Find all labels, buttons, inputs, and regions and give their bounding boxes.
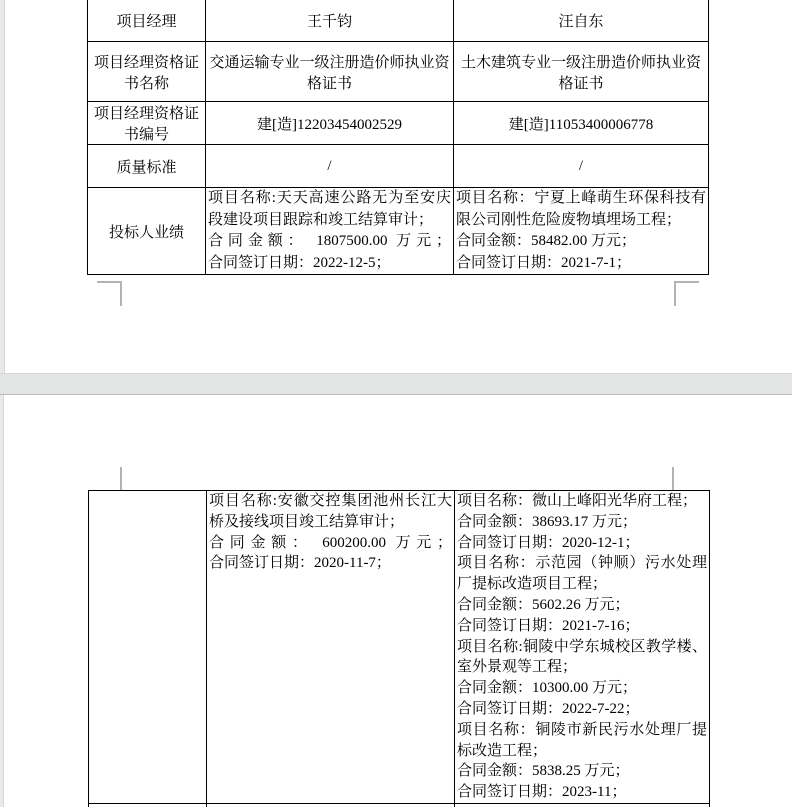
performance-line: 标改造工程； bbox=[457, 742, 548, 759]
performance-line: 项目名称：宁夏上峰萌生环保科技有 bbox=[456, 190, 706, 206]
cell-performance-label-continued[interactable] bbox=[89, 491, 207, 804]
cell-performance-2-page1[interactable] bbox=[454, 188, 709, 275]
performance-line: 项目名称:安徽交控集团池州长江大 bbox=[209, 493, 452, 509]
cell-cert-no-label[interactable]: 项目经理资格证书编号 bbox=[88, 102, 206, 145]
document-page-2 bbox=[3, 395, 792, 807]
cell-performance-1-page1[interactable] bbox=[206, 188, 454, 275]
cell-cert-name-1[interactable]: 交通运输专业一级注册造价师执业资格证书 bbox=[206, 42, 454, 102]
performance-line: 桥及接线项目竣工结算审计； bbox=[209, 513, 405, 530]
cell-quality-1[interactable]: / bbox=[206, 145, 454, 188]
cell-performance-2-page2[interactable] bbox=[455, 491, 710, 804]
page2-top-right-margin-mark bbox=[672, 467, 674, 490]
performance-line: 合同签订日期：2021-7-16； bbox=[457, 617, 640, 634]
performance-line: 项目名称：微山上峰阳光华府工程； bbox=[457, 493, 698, 509]
performance-line: 项目名称：示范园（钟顺）污水处理 bbox=[457, 555, 707, 572]
bid-table-page2 bbox=[88, 490, 710, 807]
performance-line: 合同金额： 600200.00 万元； bbox=[209, 534, 452, 551]
cell-cert-name-2[interactable]: 土木建筑专业一级注册造价师执业资格证书 bbox=[454, 42, 709, 102]
performance-line: 合同金额： 1807500.00 万元； bbox=[208, 233, 451, 249]
performance-line: 项目名称:天天高速公路无为至安庆 bbox=[208, 190, 451, 206]
performance-line: 合同签订日期：2023-11； bbox=[457, 784, 627, 801]
performance-line: 合同签订日期：2021-7-1； bbox=[456, 254, 631, 271]
performance-line: 合同签订日期：2022-12-5； bbox=[208, 254, 391, 271]
performance-line: 合同签订日期：2022-7-22； bbox=[457, 700, 640, 717]
table-row-cert-name bbox=[88, 42, 709, 102]
cell-manager-name-2[interactable]: 汪自东 bbox=[454, 0, 709, 42]
performance-line: 项目名称:铜陵中学东城校区教学楼、 bbox=[457, 638, 707, 655]
table-row-cert-number bbox=[88, 102, 709, 145]
performance-line: 室外景观等工程； bbox=[457, 659, 578, 676]
bid-table-page1 bbox=[87, 0, 709, 275]
cell-fragment-2[interactable] bbox=[207, 804, 455, 807]
table-row-quality-standard bbox=[88, 145, 709, 188]
page-gap-band bbox=[0, 373, 792, 395]
cell-cert-no-1[interactable]: 建[造]12203454002529 bbox=[206, 102, 454, 145]
performance-line: 项目名称：铜陵市新民污水处理厂提 bbox=[457, 721, 707, 738]
cell-quality-2[interactable]: / bbox=[454, 145, 709, 188]
table-row-project-manager bbox=[88, 0, 709, 42]
cell-fragment-3[interactable] bbox=[455, 804, 710, 807]
cell-quality-label[interactable]: 质量标准 bbox=[88, 145, 206, 188]
performance-line: 段建设项目跟踪和竣工结算审计； bbox=[208, 211, 434, 228]
page1-bottom-left-margin-mark bbox=[97, 281, 122, 306]
cell-manager-label[interactable]: 项目经理 bbox=[88, 0, 206, 42]
document-page-1 bbox=[4, 0, 792, 373]
table-row-performance bbox=[88, 188, 709, 275]
performance-line: 合同金额：58482.00 万元； bbox=[456, 233, 637, 249]
cell-performance-label[interactable]: 投标人业绩 bbox=[88, 188, 206, 275]
cell-manager-name-1[interactable]: 王千钧 bbox=[206, 0, 454, 42]
cell-cert-name-label[interactable]: 项目经理资格证书名称 bbox=[88, 42, 206, 102]
performance-line: 合同金额：5602.26 万元； bbox=[457, 596, 630, 613]
performance-line: 合同金额：5838.25 万元； bbox=[457, 763, 630, 780]
table-row-performance-continued bbox=[89, 491, 710, 804]
page2-top-left-margin-mark bbox=[120, 467, 122, 490]
cell-cert-no-2[interactable]: 建[造]11053400006778 bbox=[454, 102, 709, 145]
cell-performance-1-page2[interactable] bbox=[207, 491, 455, 804]
page1-bottom-right-margin-mark bbox=[674, 281, 699, 306]
performance-line: 合同签订日期：2020-11-7； bbox=[209, 555, 391, 572]
table-row-next-fragment bbox=[89, 804, 710, 807]
performance-line: 合同金额：10300.00 万元； bbox=[457, 680, 638, 697]
performance-line: 限公司刚性危险废物填埋场工程； bbox=[456, 211, 682, 228]
cell-fragment-1[interactable] bbox=[89, 804, 207, 807]
performance-line: 合同签订日期：2020-12-1； bbox=[457, 534, 640, 551]
performance-line: 合同金额：38693.17 万元； bbox=[457, 513, 638, 530]
performance-line: 厂提标改造项目工程； bbox=[457, 576, 608, 593]
